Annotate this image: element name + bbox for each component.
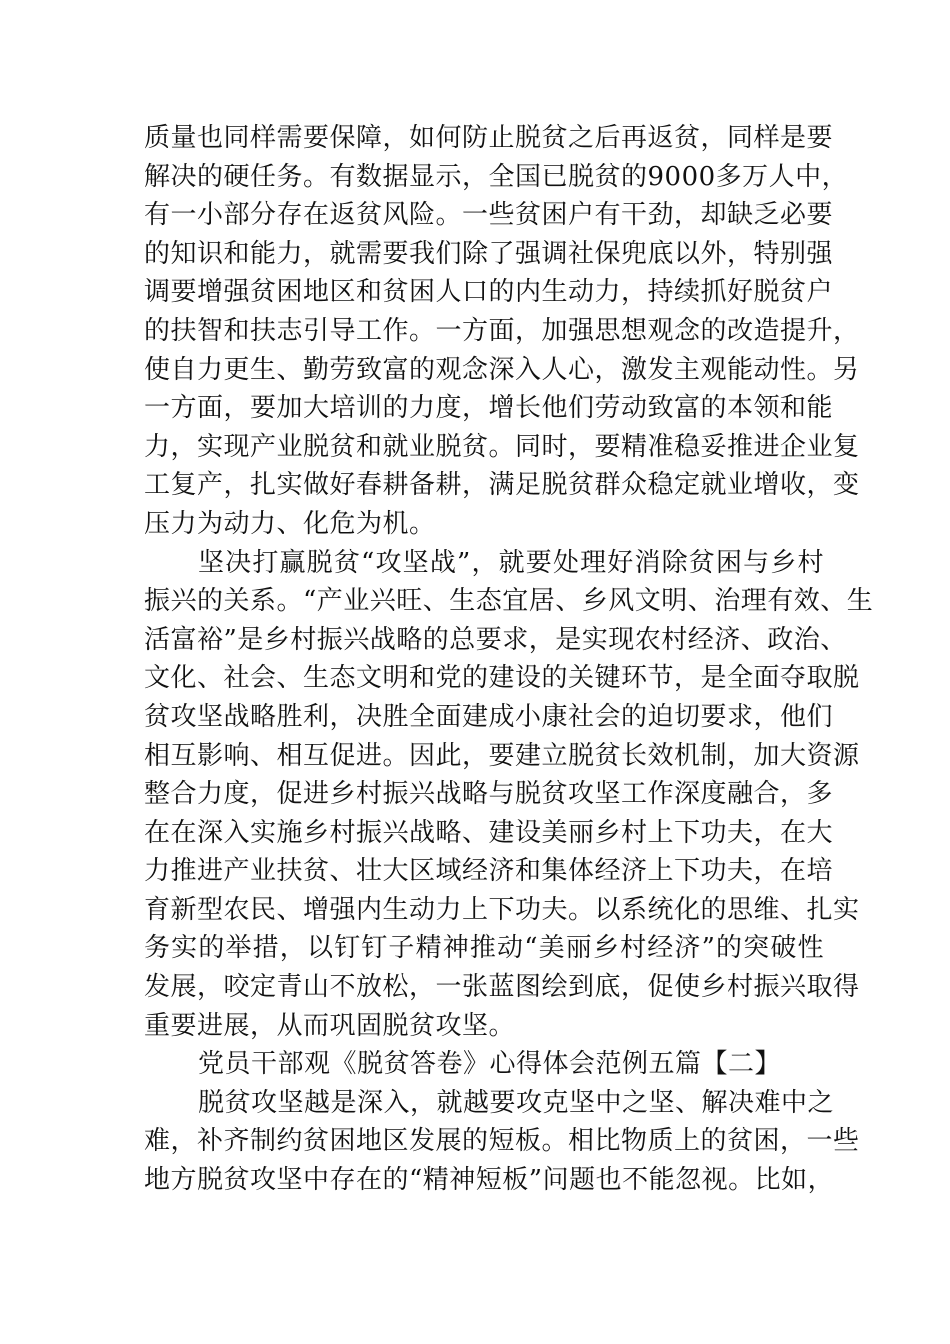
text-line: 坚决打赢脱贫“攻坚战”，就要处理好消除贫困与乡村 xyxy=(198,547,824,578)
text-line: 使自力更生、勤劳致富的观念深入人心，激发主观能动性。另 xyxy=(144,354,860,385)
text-line: 地方脱贫攻坚中存在的“精神短板”问题也不能忽视。比如， xyxy=(144,1165,835,1196)
text-line: 贫攻坚战略胜利，决胜全面建成小康社会的迫切要求，他们 xyxy=(144,701,834,732)
paragraph xyxy=(144,1045,824,1084)
document-body xyxy=(144,119,874,1200)
text-line: 发展，咬定青山不放松，一张蓝图绘到底，促使乡村振兴取得 xyxy=(144,972,860,1003)
text-line: 整合力度，促进乡村振兴战略与脱贫攻坚工作深度融合，多 xyxy=(144,779,834,810)
text-line: 质量也同样需要保障，如何防止脱贫之后再返贫，同样是要 xyxy=(144,123,834,153)
text-line: 脱贫攻坚越是深入，就越要攻克坚中之坚、解决难中之 xyxy=(198,1087,835,1118)
text-line: 工复产，扎实做好春耕备耕，满足脱贫群众稳定就业增收，变 xyxy=(144,470,860,501)
text-line: 难，补齐制约贫困地区发展的短板。相比物质上的贫困，一些 xyxy=(144,1126,860,1157)
text-line: 有一小部分存在返贫风险。一些贫困户有干劲，却缺乏必要 xyxy=(144,200,834,231)
text-line: 的知识和能力，就需要我们除了强调社保兜底以外，特别强 xyxy=(144,238,834,269)
text-line: 力，实现产业脱贫和就业脱贫。同时，要精准稳妥推进企业复 xyxy=(144,431,860,462)
text-line: 一方面，要加大培训的力度，增长他们劳动致富的本领和能 xyxy=(144,393,834,424)
text-line: 的扶智和扶志引导工作。一方面，加强思想观念的改造提升， xyxy=(144,315,860,346)
text-line: 文化、社会、生态文明和党的建设的关键环节，是全面夺取脱 xyxy=(144,663,860,694)
paragraph xyxy=(144,1084,860,1200)
text-line: 在在深入实施乡村振兴战略、建设美丽乡村上下功夫，在大 xyxy=(144,817,834,848)
text-line: 活富裕”是乡村振兴战略的总要求，是实现农村经济、政治、 xyxy=(144,624,847,655)
text-line: 解决的硬任务。有数据显示，全国已脱贫的9000多万人中， xyxy=(144,161,849,192)
text-line: 党员干部观《脱贫答卷》心得体会范例五篇【二】 xyxy=(198,1049,782,1080)
text-line: 务实的举措，以钉钉子精神推动“美丽乡村经济”的突破性 xyxy=(144,933,824,964)
text-line: 振兴的关系。“产业兴旺、生态宜居、乡风文明、治理有效、生 xyxy=(144,586,874,617)
text-line: 重要进展，从而巩固脱贫攻坚。 xyxy=(144,1010,516,1041)
text-line: 力推进产业扶贫、壮大区域经济和集体经济上下功夫，在培 xyxy=(144,856,834,887)
paragraph xyxy=(144,544,874,1046)
text-line: 相互影响、相互促进。因此，要建立脱贫长效机制，加大资源 xyxy=(144,740,860,771)
text-line: 育新型农民、增强内生动力上下功夫。以系统化的思维、扎实 xyxy=(144,894,860,925)
text-line: 压力为动力、化危为机。 xyxy=(144,508,436,539)
paragraph xyxy=(144,119,860,544)
text-line: 调要增强贫困地区和贫困人口的内生动力，持续抓好脱贫户 xyxy=(144,277,834,308)
